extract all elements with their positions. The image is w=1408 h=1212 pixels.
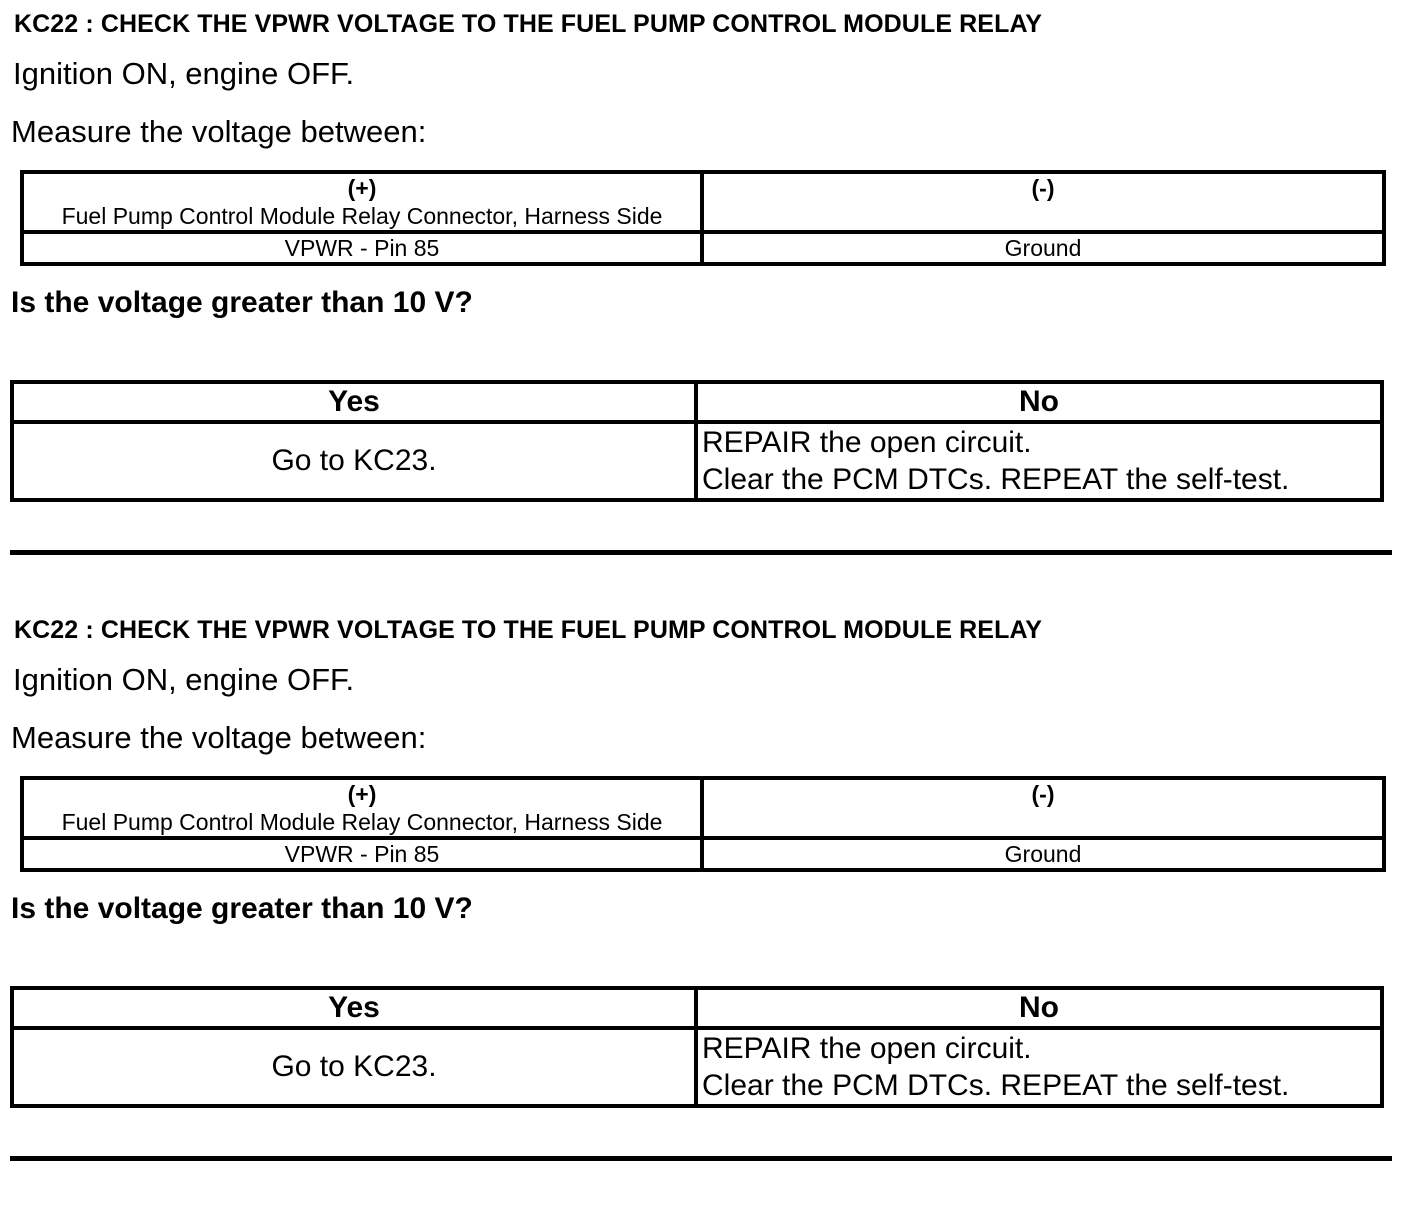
- yes-action: Go to KC23.: [12, 422, 696, 500]
- measurement-table: [20, 170, 1386, 266]
- no-action: [696, 422, 1382, 500]
- step-instruction-measure: Measure the voltage between:: [11, 114, 427, 149]
- test-step-section: [0, 606, 1408, 1212]
- positive-lead-location: Fuel Pump Control Module Relay Connector, Harness Side: [61, 809, 663, 835]
- no-action-line-1: REPAIR the open circuit.: [702, 426, 1032, 459]
- no-action-line-1: REPAIR the open circuit.: [702, 1032, 1032, 1065]
- step-title: KC22 : CHECK THE VPWR VOLTAGE TO THE FUEL PUMP CONTROL MODULE RELAY: [14, 616, 1043, 644]
- negative-lead-header: [702, 172, 1384, 232]
- step-instruction-ignition: Ignition ON, engine OFF.: [13, 56, 355, 91]
- section-divider: [10, 1156, 1392, 1161]
- positive-lead-value: VPWR - Pin 85: [22, 838, 702, 870]
- yes-header: Yes: [12, 382, 696, 422]
- no-header: No: [696, 382, 1382, 422]
- step-question: Is the voltage greater than 10 V?: [11, 286, 473, 319]
- step-instruction-measure: Measure the voltage between:: [11, 720, 427, 755]
- step-instruction-ignition: Ignition ON, engine OFF.: [13, 662, 355, 697]
- yes-action: Go to KC23.: [12, 1028, 696, 1106]
- negative-sign: (-): [1031, 175, 1055, 201]
- yes-header: Yes: [12, 988, 696, 1028]
- negative-sign: (-): [1031, 781, 1055, 807]
- result-table: [10, 986, 1384, 1108]
- no-action: [696, 1028, 1382, 1106]
- positive-lead-location: Fuel Pump Control Module Relay Connector, Harness Side: [61, 203, 663, 229]
- result-table: [10, 380, 1384, 502]
- positive-lead-header: [22, 172, 702, 232]
- section-divider: [10, 550, 1392, 555]
- positive-sign: (+): [347, 781, 377, 807]
- no-action-line-2: Clear the PCM DTCs. REPEAT the self-test.: [702, 1069, 1290, 1102]
- no-action-line-2: Clear the PCM DTCs. REPEAT the self-test.: [702, 463, 1290, 496]
- negative-lead-value: Ground: [702, 232, 1384, 264]
- no-header: No: [696, 988, 1382, 1028]
- positive-lead-value: VPWR - Pin 85: [22, 232, 702, 264]
- positive-sign: (+): [347, 175, 377, 201]
- negative-lead-value: Ground: [702, 838, 1384, 870]
- positive-lead-header: [22, 778, 702, 838]
- step-title: KC22 : CHECK THE VPWR VOLTAGE TO THE FUEL PUMP CONTROL MODULE RELAY: [14, 10, 1043, 38]
- step-question: Is the voltage greater than 10 V?: [11, 892, 473, 925]
- negative-lead-header: [702, 778, 1384, 838]
- measurement-table: [20, 776, 1386, 872]
